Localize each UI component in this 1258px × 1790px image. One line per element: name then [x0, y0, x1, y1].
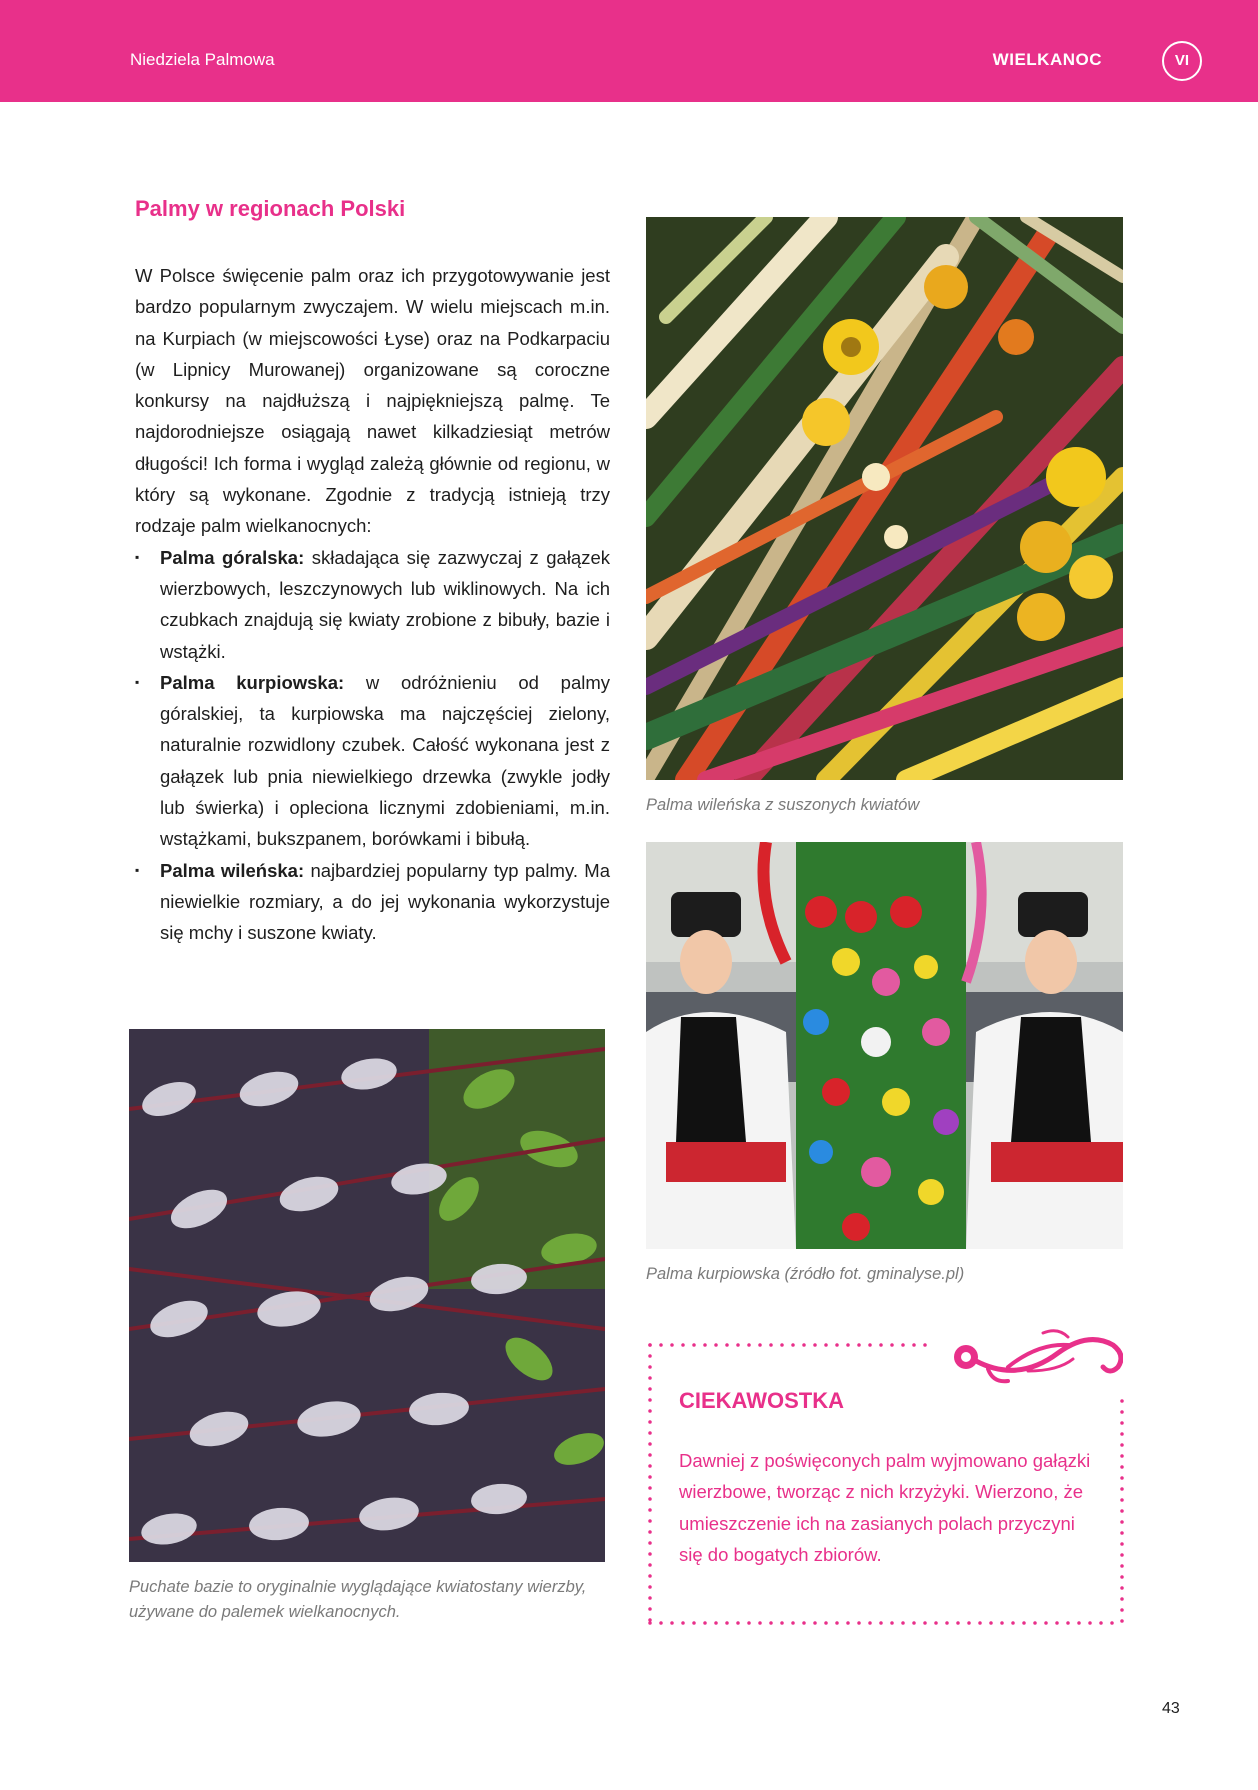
page-header [0, 0, 1258, 102]
fact-box-title: CIEKAWOSTKA [679, 1388, 844, 1413]
section-title: Niedziela Palmowa [130, 50, 275, 69]
bazie-caption: Puchate bazie to oryginalnie wyglądające kwiatostany wierzby, używane do palemek wielkanocnych. [129, 1578, 587, 1621]
page-number: 43 [1162, 1700, 1180, 1717]
chapter-title: WIELKANOC [992, 50, 1102, 69]
dried-flowers-image [646, 217, 1123, 780]
fact-box [648, 1343, 1124, 1625]
list-item [135, 855, 610, 949]
list-item-text: składająca się zazwyczaj z gałązek wierzbowych, leszczynowych lub wiklinowych. Na ich czubkach znajdują się kwiaty zrobione z bibuły, bazie i wstążki. [160, 546, 611, 662]
palma-kurpiowska-photo [646, 842, 1123, 1249]
list-item-term: Palma góralska: [160, 546, 305, 568]
article-intro: W Polsce święcenie palm oraz ich przygotowywanie jest bardzo popularnym zwyczajem. W wielu miejscach m.in. na Kurpiach (w miejscowości Łyse) oraz na Podkarpaciu (w Lipnicy Murowanej) organizowane są coroczne konkursy na najdłuższą i najpiękniejszą palmę. Te najdorodniejsze osiągają nawet kilkadziesiąt metrów długości! Ich forma i wygląd zależą głównie od regionu, w który są wykonane. Zgodnie z tradycją istnieją trzy rodzaje palm wielkanocnych: [135, 265, 610, 537]
palm-types-list [135, 542, 610, 949]
list-item [135, 542, 610, 667]
list-item-text: w odróżnieniu od palmy góralskiej, ta kurpiowska ma najczęściej zielony, naturalnie rozwidlony czubek. Całość wykonana jest z gałązek lub pnia niewielkiego drzewka (zwykle jodły lub świerka) i opleciona licznymi zdobieniami, m.in. wstążkami, bukszpanem, borówkami i bibułą. [160, 671, 611, 850]
chapter-number-badge: VI [1162, 41, 1202, 81]
list-item-term: Palma wileńska: [160, 859, 305, 881]
article-title: Palmy w regionach Polski [135, 196, 406, 221]
fact-box-text: Dawniej z poświęconych palm wyjmowano gałązki wierzbowe, tworząc z nich krzyżyki. Wierzono, że umieszczenie ich na zasianych polach przyczyni się do bogatych zbiorów. [679, 1450, 1091, 1565]
palma-wilenska-caption: Palma wileńska z suszonych kwiatów [646, 796, 920, 814]
palma-wilenska-photo [646, 217, 1123, 780]
list-item-term: Palma kurpiowska: [160, 671, 345, 693]
ornament-swirl-icon [948, 1323, 1123, 1393]
article-body [135, 260, 610, 949]
palma-kurpiowska-caption: Palma kurpiowska (źródło fot. gminalyse.pl) [646, 1265, 965, 1283]
willow-catkins-image [129, 1029, 605, 1562]
bazie-photo [129, 1029, 605, 1562]
kurpie-girls-image [646, 842, 1123, 1249]
list-item [135, 667, 610, 855]
list-item-text: najbardziej popularny typ palmy. Ma niewielkie rozmiary, a do jej wykonania wykorzystuje się mchy i suszone kwiaty. [160, 859, 610, 944]
